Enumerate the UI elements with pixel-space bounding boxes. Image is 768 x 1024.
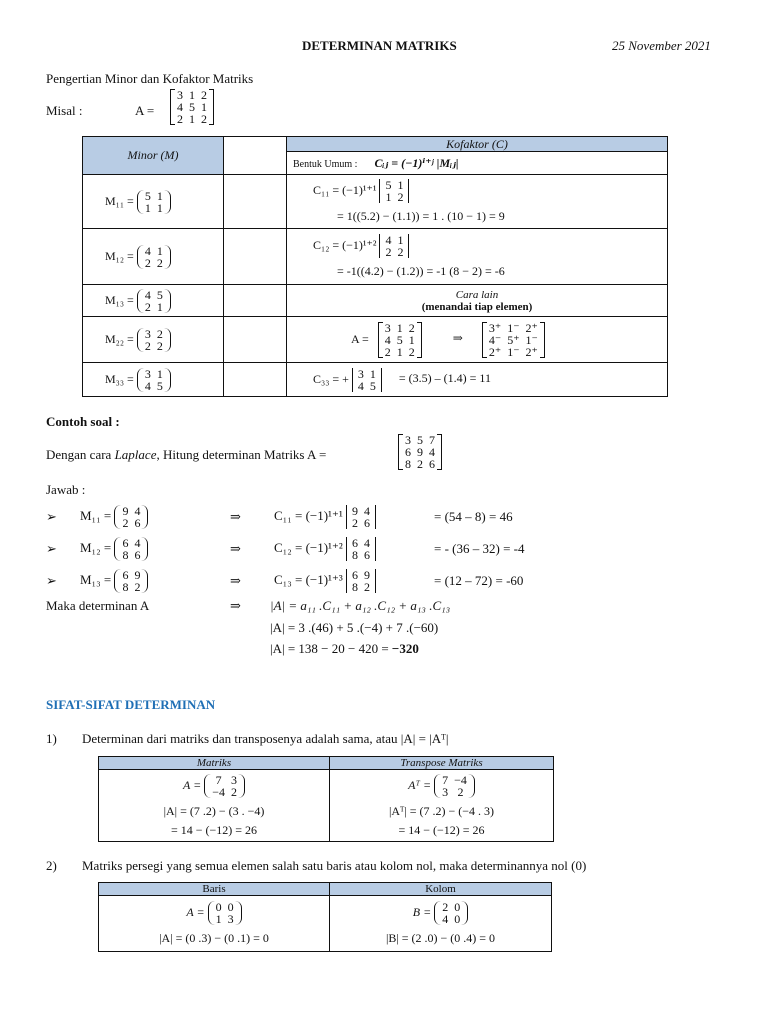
minor-matrix <box>114 537 148 561</box>
matrix-cell: 3⁺ <box>488 320 502 335</box>
matrix-cell: 1 <box>397 233 404 247</box>
bullet-icon: ➢ <box>46 509 57 524</box>
point-1-number: 1) <box>46 731 57 746</box>
matrix-grid <box>398 434 442 470</box>
matrix-cell: 2⁺ <box>525 320 538 335</box>
matrix-cell: 2 <box>351 516 358 530</box>
matrix-cell: 3 <box>384 320 391 335</box>
matrix-cell: 3 <box>144 326 151 341</box>
kolom-cell: B = 2 0 4 0 |B| = (2 .0) − (0 .4) = 0 <box>330 896 552 952</box>
matrix-cell: 2⁺ <box>488 344 502 359</box>
kofaktor-cell <box>287 137 668 175</box>
empty-cell <box>224 285 287 317</box>
matrix-cell: 2 <box>156 338 163 353</box>
kofaktor-formula: Cᵢⱼ = (−1)ⁱ⁺ʲ |Mᵢⱼ| <box>374 156 459 170</box>
menandai-label: (menandai tiap elemen) <box>421 300 533 313</box>
matrix-cell: 1 <box>156 243 163 258</box>
matrix-cell: 6 <box>351 536 358 550</box>
matrix-cell: 2 <box>201 88 207 102</box>
matrix-cell: 4 <box>134 504 141 518</box>
matrix-cell: 1 <box>189 88 195 102</box>
matrix-cell: 5 <box>369 378 376 393</box>
det-a-result: = 14 − (−12) = 26 <box>170 822 258 837</box>
matrix-cell: 5 <box>156 378 163 393</box>
matrix-cell: 4 <box>385 233 392 247</box>
contoh-question: Dengan cara Laplace, Hitung determinan Matriks A = <box>46 447 327 462</box>
zero-table <box>98 882 552 952</box>
matrix-a-label: A = <box>135 103 155 118</box>
matrix-m13 <box>137 289 171 313</box>
matrix-cell: −4 <box>212 784 225 799</box>
arrow-icon: ⇒ <box>452 331 463 346</box>
matrix-cell: 9 <box>351 504 358 518</box>
matrix-cell: 3 <box>144 366 151 381</box>
matriks-cell: A = 7 3 −4 2 |A| = (7 .2) − (3 . −4) = 14 − (−12) = 26 <box>99 770 330 842</box>
minor-kofaktor-table <box>82 136 668 397</box>
matrix-cell: −4 <box>454 772 467 787</box>
maka-label: Maka determinan A <box>46 598 150 613</box>
c12-formula: C₁₂ = (−1)¹⁺² <box>313 237 377 252</box>
matrix-cell: 1 <box>215 912 222 926</box>
empty-cell <box>224 175 287 229</box>
c11-matrix <box>379 179 409 203</box>
matrix-cell: 6 <box>122 568 129 582</box>
transpose-header: Transpose Matriks <box>330 757 554 770</box>
contoh-heading: Contoh soal : <box>46 414 120 429</box>
signs-cell <box>287 317 668 363</box>
c33-formula: C₃₃ = + <box>313 371 349 386</box>
matrix-cell: 6 <box>134 548 141 562</box>
matrix-a <box>208 901 242 925</box>
matrix-cell: 1 <box>156 188 163 203</box>
det-line-3: |A| = 138 − 20 − 420 = −320 <box>270 641 419 656</box>
matrix-cell: 4 <box>363 536 370 550</box>
matrix-cell: 4 <box>363 504 370 518</box>
c12-cell <box>287 229 668 285</box>
matrix-cell: 2 <box>457 784 464 799</box>
matrix-cell: 9 <box>134 568 141 582</box>
minor-matrix <box>114 505 148 529</box>
matrix-cell: 5 <box>417 433 423 447</box>
matrix-a <box>204 774 245 798</box>
matrix-a <box>170 89 214 125</box>
matrix-cell: 2 <box>385 245 392 259</box>
cara-lain-cell <box>287 285 668 317</box>
c11-result: = 1((5.2) − (1.1)) = 1 . (10 − 1) = 9 <box>337 209 505 223</box>
signed-matrix <box>482 322 545 358</box>
matrix-cell: 5 <box>396 332 403 347</box>
point-1-text: Determinan dari matriks dan transposenya adalah sama, atau |A| = |Aᵀ| <box>82 731 449 746</box>
document-date: 25 November 2021 <box>612 38 711 53</box>
arrow-icon: ⇒ <box>230 598 241 613</box>
matrix-cell: 1 <box>396 344 403 359</box>
arrow-icon: ⇒ <box>230 509 241 524</box>
det-a-zero: |A| = (0 .3) − (0 .1) = 0 <box>159 931 269 945</box>
minor-matrix <box>114 569 148 593</box>
matrix-cell: 3 <box>405 433 411 447</box>
empty-cell <box>224 229 287 285</box>
matrix-cell: 2 <box>144 255 151 270</box>
c11-cell <box>287 175 668 229</box>
matrix-cell: 6 <box>363 516 370 530</box>
matrix-cell: 4 <box>134 536 141 550</box>
minor-m22: M₂₂ = 3 2 2 2 <box>83 317 224 363</box>
matrix-b <box>434 901 468 925</box>
matrix-cell: 1⁻ <box>507 344 520 359</box>
matrix-cell: 1 <box>156 200 163 215</box>
matrix-cell: 9 <box>417 445 423 459</box>
cofactor-result: = (54 – 8) = 46 <box>434 509 513 524</box>
c33-cell <box>287 363 668 397</box>
matrix-cell: 1 <box>156 299 163 314</box>
matrix-cell: 2 <box>397 245 404 259</box>
matrix-cell: 2 <box>231 784 237 799</box>
matrix-cell: 1 <box>156 366 163 381</box>
matrix-cell: 8 <box>122 580 129 594</box>
matrix-cell: 2 <box>363 580 370 594</box>
empty-cell <box>224 317 287 363</box>
list-item: ➢ M₁₂ = 6 4 8 6 ⇒ C₁₂ = (−1)¹⁺² 6 4 8 6 = - (36 – 32) = -4 <box>46 536 525 562</box>
minor-m11: M₁₁ = 5 1 1 1 <box>83 175 224 229</box>
det-at-result: = 14 − (−12) = 26 <box>398 822 485 837</box>
c11-formula: C₁₁ = (−1)¹⁺¹ <box>313 182 377 197</box>
matrix-cell: 2 <box>134 580 141 594</box>
minor-m33: M₃₃ = 3 1 4 5 <box>83 363 224 397</box>
matrix-cell: 1 <box>201 100 207 114</box>
matrix-m12 <box>137 245 171 269</box>
list-item: ➢ M₁₁ = 9 4 2 6 ⇒ C₁₁ = (−1)¹⁺¹ 9 4 2 6 = (54 – 8) = 46 <box>46 504 513 530</box>
cofactor-matrix <box>346 569 376 593</box>
point-2-text: Matriks persegi yang semua elemen salah satu baris atau kolom nol, maka determinannya nol (0) <box>82 858 587 873</box>
matrix-cell: 2 <box>442 900 449 914</box>
matrix-cell: 1⁻ <box>507 320 520 335</box>
matrix-cell: 3 <box>227 912 234 926</box>
det-line-1: |A| = a₁₁ .C₁₁ + a₁₂ .C₁₂ + a₁₃ .C₁₃ <box>270 598 451 613</box>
c33-result: = (3.5) – (1.4) = 11 <box>398 371 491 386</box>
matrix-cell: 3 <box>177 88 183 102</box>
matrix-cell: 8 <box>351 580 358 594</box>
matrix-cell: 2 <box>397 190 404 204</box>
matrix-cell: 6 <box>122 536 129 550</box>
matrix-cell: 0 <box>215 900 222 914</box>
matrix-cell: 2 <box>408 320 415 335</box>
matrix-cell: 0 <box>454 900 461 914</box>
cara-lain-label: Cara lain <box>455 288 499 301</box>
matrix-cell: 4 <box>144 287 151 302</box>
matrix-cell: 3 <box>357 366 364 381</box>
matrix-cell: 7 <box>429 433 435 447</box>
matrix-cell: 4 <box>177 100 183 114</box>
arrow-icon: ⇒ <box>230 573 241 588</box>
arrow-icon: ⇒ <box>230 541 241 556</box>
transpose-cell: Aᵀ = 7 −4 3 2 |Aᵀ| = (7 .2) − (−4 . 3) = 14 − (−12) = 26 <box>330 770 554 842</box>
c33-matrix <box>352 368 382 392</box>
point-2-number: 2) <box>46 858 57 873</box>
matrix-cell: 0 <box>227 900 234 914</box>
matrix-cell: 2 <box>144 338 151 353</box>
matrix-cell: 5 <box>144 188 151 203</box>
empty-cell <box>224 363 287 397</box>
matrix-cell: 2 <box>201 112 207 126</box>
det-b-zero: |B| = (2 .0) − (0 .4) = 0 <box>385 931 496 945</box>
matrix-cell: 2 <box>384 344 391 359</box>
c12-result: = -1((4.2) − (1.2)) = -1 (8 − 2) = -6 <box>337 264 505 278</box>
matrix-cell: 7 <box>442 772 449 787</box>
cofactor-matrix <box>346 537 376 561</box>
matrix-cell: 4 <box>144 243 151 258</box>
matrix-cell: 6 <box>134 516 141 530</box>
c12-matrix <box>379 234 409 258</box>
det-at-line: |Aᵀ| = (7 .2) − (−4 . 3) <box>388 803 495 818</box>
matrix-cell: 4 <box>357 378 364 393</box>
matrix-cell: 2 <box>144 299 151 314</box>
jawab-list <box>46 501 606 597</box>
matrix-cell: 1 <box>408 332 415 347</box>
matrix-cell: 2 <box>408 344 415 359</box>
matrix-m11 <box>137 190 171 214</box>
matrix-cell: 6 <box>351 568 358 582</box>
matrix-cell: 5 <box>385 178 392 192</box>
matrix-cell: 3 <box>231 772 237 787</box>
det-final-result: −320 <box>391 641 419 656</box>
signs-a-label: A = <box>351 331 369 346</box>
matrix-m22 <box>137 328 171 352</box>
matrix-at <box>434 774 475 798</box>
matrix-m33 <box>137 368 171 392</box>
matrix-cell: 1 <box>144 200 151 215</box>
baris-cell: A = 0 0 1 3 |A| = (0 .3) − (0 .1) = 0 <box>99 896 330 952</box>
cofactor-matrix <box>346 505 376 529</box>
matrix-grid <box>170 89 214 125</box>
matrix-cell: 4 <box>384 332 391 347</box>
matrix-cell: 0 <box>454 912 461 926</box>
list-item: ➢ M₁₃ = 6 9 8 2 ⇒ C₁₃ = (−1)¹⁺³ 6 9 8 2 = (12 – 72) = -60 <box>46 568 524 594</box>
matrix-cell: 6 <box>405 445 411 459</box>
cofactor-result: = - (36 – 32) = -4 <box>434 541 525 556</box>
matrix-cell: 1 <box>397 178 404 192</box>
matrix-cell: 4⁻ <box>488 332 502 347</box>
matrix-cell: 1 <box>396 320 403 335</box>
transpose-table <box>98 756 554 842</box>
matrix-cell: 8 <box>351 548 358 562</box>
intro-heading: Pengertian Minor dan Kofaktor Matriks <box>46 71 254 86</box>
matrix-cell: 7 <box>215 772 222 787</box>
matrix-cell: 9 <box>363 568 370 582</box>
matrix-cell: 9 <box>122 504 129 518</box>
jawab-label: Jawab : <box>46 482 86 497</box>
minor-m12: M₁₂ = 4 1 2 2 <box>83 229 224 285</box>
minor-m13: M₁₃ = 4 5 2 1 <box>83 285 224 317</box>
matriks-header: Matriks <box>99 757 330 770</box>
matrix-cell: 4 <box>442 912 449 926</box>
contoh-matrix <box>398 434 442 470</box>
matrix-cell: 2 <box>156 255 163 270</box>
matrix-cell: 4 <box>429 445 435 459</box>
matrix-cell: 8 <box>405 457 411 471</box>
matrix-cell: 2⁺ <box>525 344 538 359</box>
matrix-cell: 6 <box>363 548 370 562</box>
sifat-heading: SIFAT-SIFAT DETERMINAN <box>46 697 216 712</box>
matrix-cell: 3 <box>442 784 449 799</box>
kolom-header: Kolom <box>330 883 552 896</box>
bullet-icon: ➢ <box>46 573 57 588</box>
cofactor-result: = (12 – 72) = -60 <box>434 573 524 588</box>
matrix-cell: 6 <box>429 457 435 471</box>
matrix-cell: 1 <box>189 112 195 126</box>
matrix-cell: 5⁺ <box>507 332 520 347</box>
matrix-cell: 4 <box>144 378 151 393</box>
baris-header: Baris <box>99 883 330 896</box>
bentuk-umum-label: Bentuk Umum : <box>293 159 358 170</box>
det-line-2: |A| = 3 .(46) + 5 .(−4) + 7 .(−60) <box>270 620 439 635</box>
matrix-cell: 2 <box>177 112 183 126</box>
matrix-cell: 5 <box>189 100 195 114</box>
matrix-cell: 2 <box>156 326 163 341</box>
signs-matrix-a <box>378 322 422 358</box>
minor-header: Minor (M) <box>83 137 224 175</box>
matrix-cell: 2 <box>122 516 129 530</box>
matrix-cell: 1 <box>369 366 376 381</box>
kofaktor-header: Kofaktor (C) <box>287 137 667 152</box>
matrix-cell: 1 <box>385 190 392 204</box>
bullet-icon: ➢ <box>46 541 57 556</box>
matrix-cell: 5 <box>156 287 163 302</box>
matrix-cell: 1⁻ <box>525 332 538 347</box>
empty-cell <box>224 137 287 175</box>
misal-label: Misal : <box>46 103 83 118</box>
matrix-cell: 8 <box>122 548 129 562</box>
det-a-line: |A| = (7 .2) − (3 . −4) <box>163 803 265 818</box>
matrix-cell: 2 <box>417 457 423 471</box>
page-title: DETERMINAN MATRIKS <box>302 38 457 53</box>
